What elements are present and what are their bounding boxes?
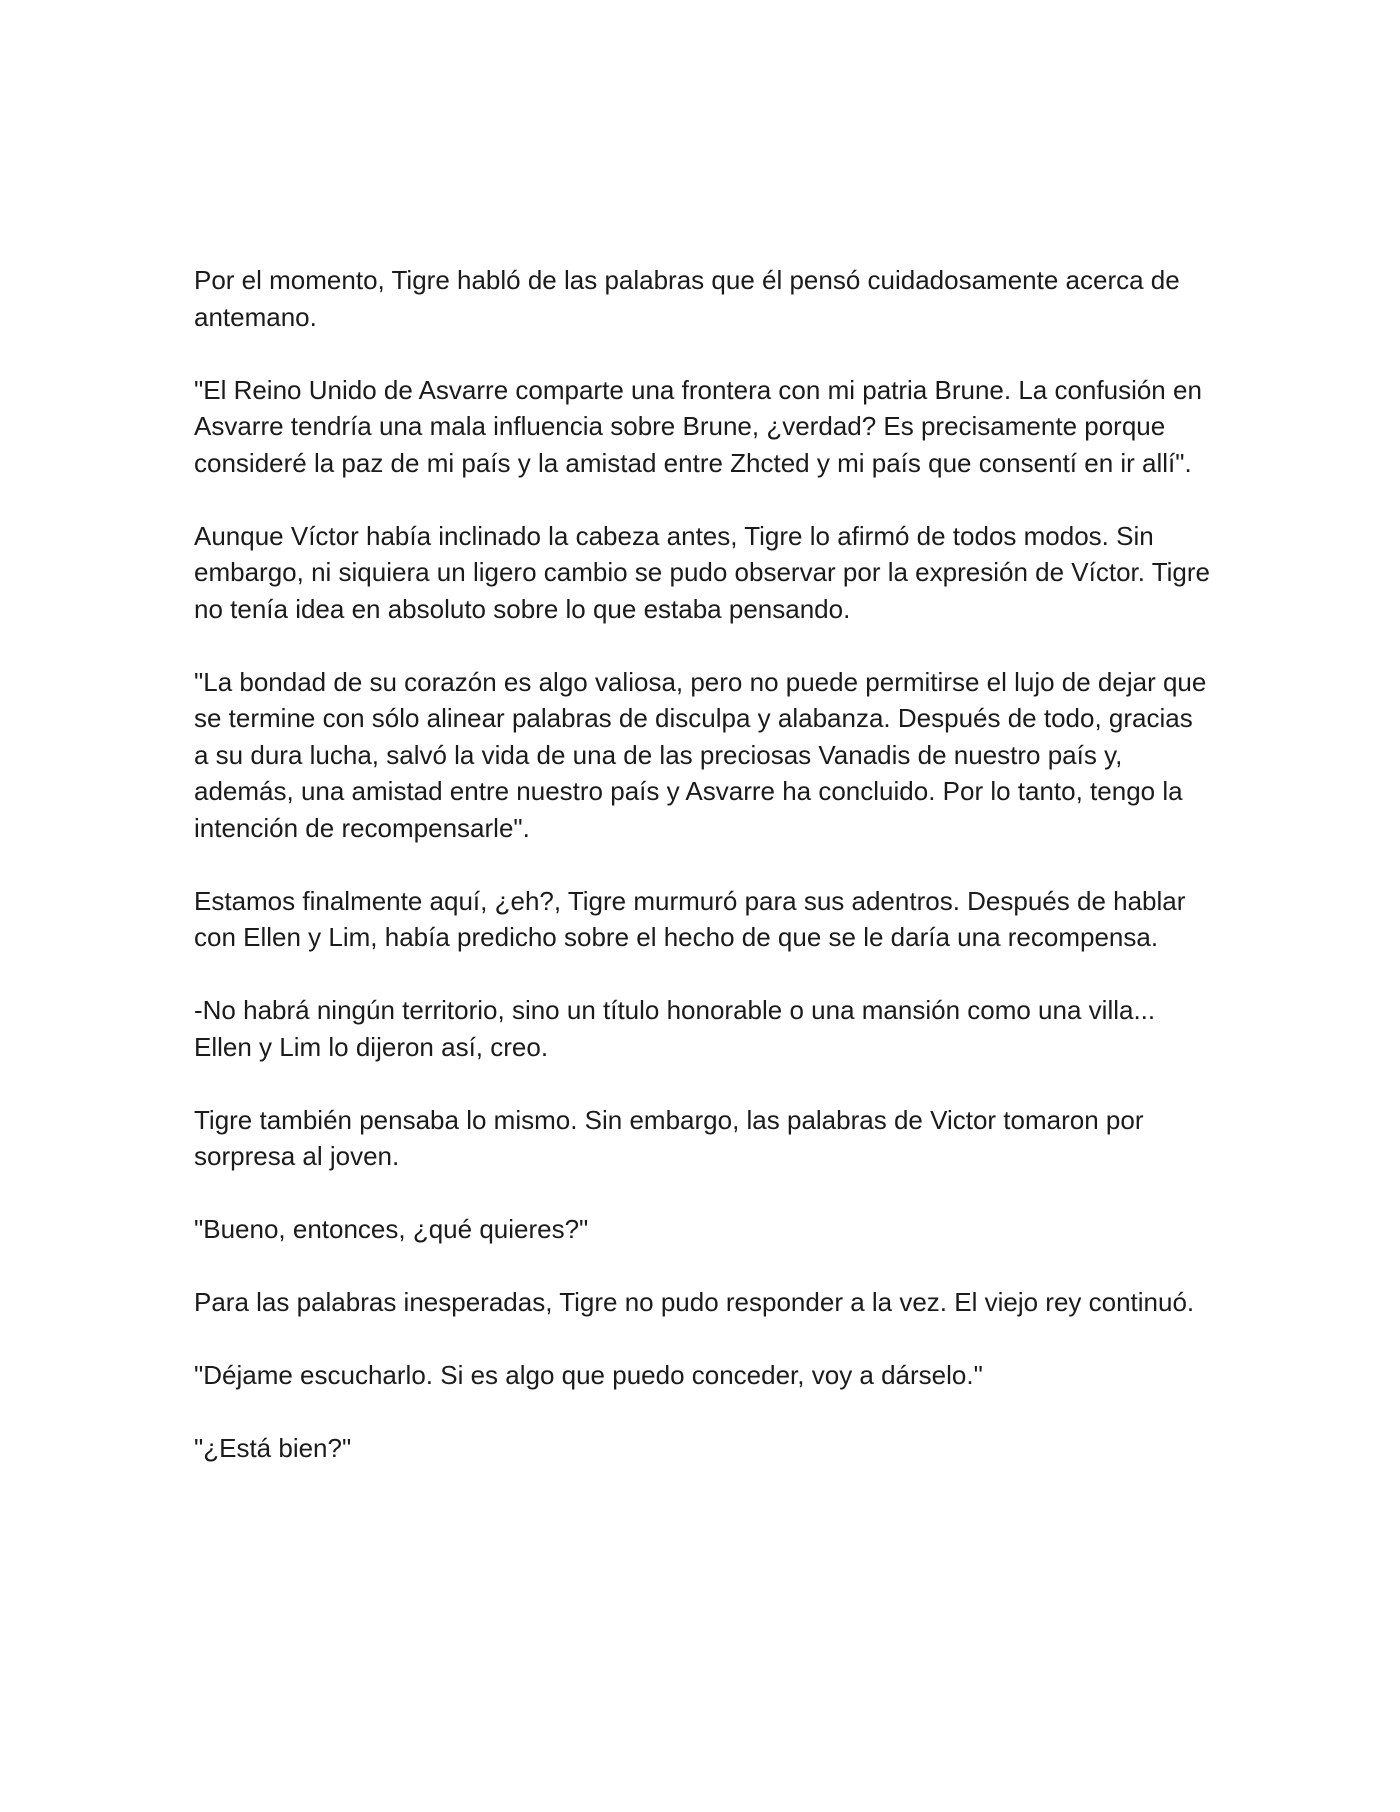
paragraph: "La bondad de su corazón es algo valiosa, pero no puede permitirse el lujo de dejar que se termine con sólo alinear palabras de disculpa y alabanza. Después de todo, gracias a su dura lucha, salvó la vida de una de las preciosas Vanadis de nuestro país y, además, una amistad entre nuestro país y Asvarre ha concluido. Por lo tanto, tengo la intención de recompensarle". xyxy=(194,666,1207,843)
paragraph: Para las palabras inesperadas, Tigre no pudo responder a la vez. El viejo rey continuó. xyxy=(194,1287,1195,1317)
paragraph: Estamos finalmente aquí, ¿eh?, Tigre murmuró para sus adentros. Después de hablar con Ellen y Lim, había predicho sobre el hecho de que se le daría una recompensa. xyxy=(194,885,1186,952)
paragraph: "Bueno, entonces, ¿qué quieres?" xyxy=(194,1214,589,1244)
paragraph: Tigre también pensaba lo mismo. Sin embargo, las palabras de Victor tomaron por sorpresa al joven. xyxy=(194,1104,1144,1171)
paragraph: "Déjame escucharlo. Si es algo que puedo conceder, voy a dárselo." xyxy=(194,1360,983,1390)
document-body xyxy=(194,262,1214,1503)
paragraph: "El Reino Unido de Asvarre comparte una frontera con mi patria Brune. La confusión en Asvarre tendría una mala influencia sobre Brune, ¿verdad? Es precisamente porque consideré la paz de mi país y la amistad entre Zhcted y mi país que consentí en ir allí". xyxy=(194,374,1202,478)
paragraph: -No habrá ningún territorio, sino un título honorable o una mansión como una villa... Ellen y Lim lo dijeron así, creo. xyxy=(194,995,1156,1062)
paragraph: Aunque Víctor había inclinado la cabeza antes, Tigre lo afirmó de todos modos. Sin embargo, ni siquiera un ligero cambio se pudo observar por la expresión de Víctor. Tigre no tenía idea en absoluto sobre lo que estaba pensando. xyxy=(194,520,1211,624)
paragraph: "¿Está bien?" xyxy=(194,1433,352,1463)
paragraph: Por el momento, Tigre habló de las palabras que él pensó cuidadosamente acerca de antemano. xyxy=(194,265,1180,332)
